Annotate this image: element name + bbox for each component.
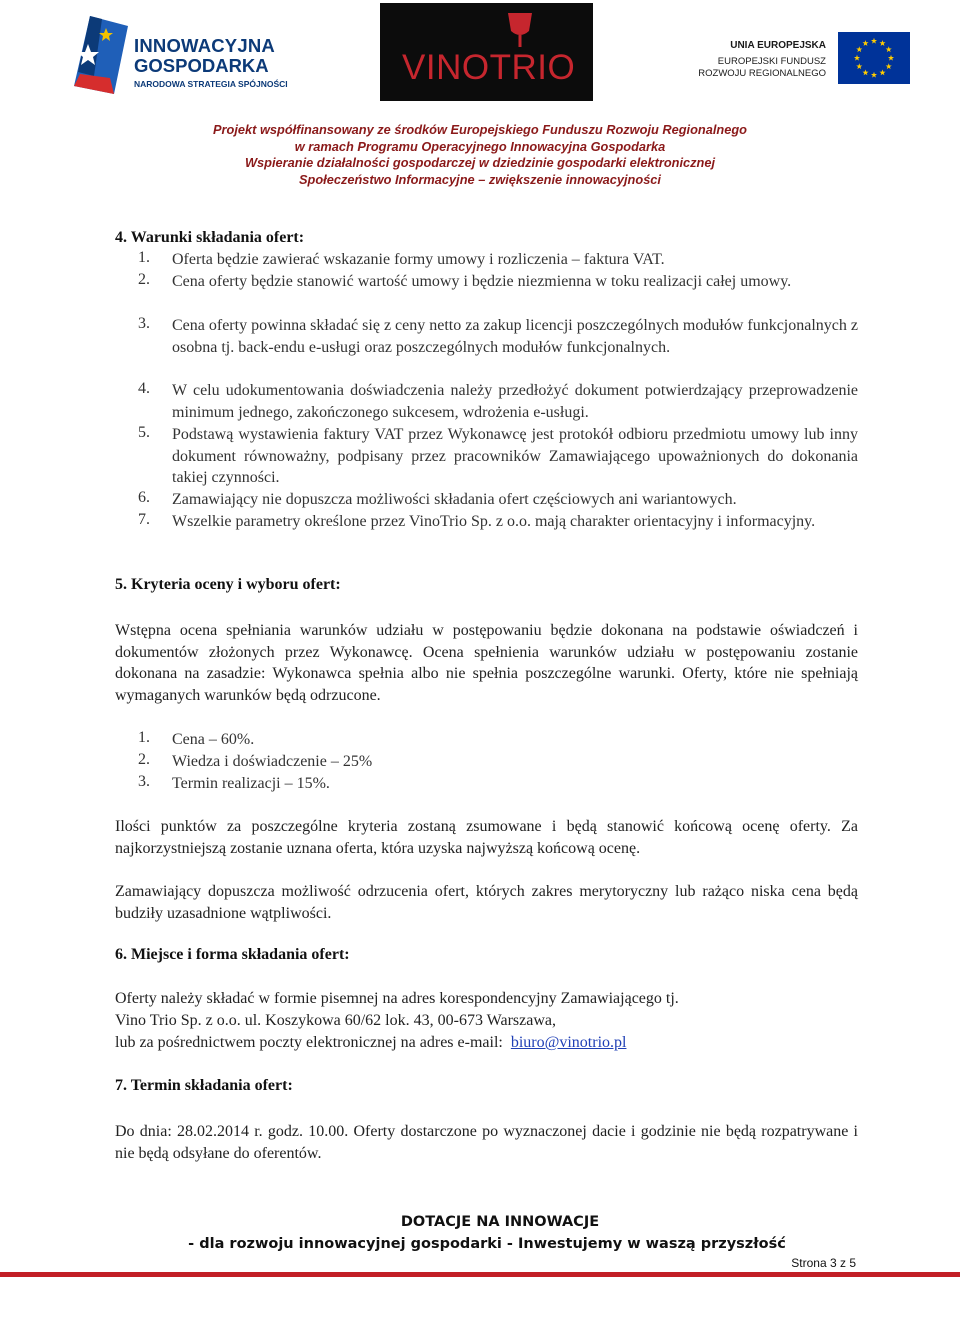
ig-logo-line3: NARODOWA STRATEGIA SPÓJNOŚCI bbox=[134, 79, 288, 89]
submission-email-line bbox=[115, 1034, 626, 1052]
caption-line-1: Projekt współfinansowany ze środków Europejskiego Funduszu Rozwoju Regionalnego bbox=[213, 122, 747, 137]
page-number: Strona 3 z 5 bbox=[791, 1256, 856, 1270]
section-4-heading: 4. Warunki składania ofert: bbox=[115, 229, 305, 246]
list-item: Podstawą wystawienia faktury VAT przez Wykonawcę jest protokół odbioru przedmiotu umowy lub inny dokument równoważny, podpisany przez pracowników Zamawiającego upoważnionych do dokonania takiej czynności. bbox=[172, 426, 858, 487]
innowacyjna-gospodarka-logo bbox=[68, 14, 308, 96]
list-item: W celu udokumentowania doświadczenia należy przedłożyć dokument potwierdzający przeprowadzenie minimum jednego, zakończonego sukcesem, wdrożenia e-usługi. bbox=[172, 382, 858, 421]
submission-address-line2: Vino Trio Sp. z o.o. ul. Koszykowa 60/62 lok. 43, 00-673 Warszawa, bbox=[115, 1012, 556, 1029]
rejection-paragraph: Zamawiający dopuszcza możliwość odrzucenia ofert, których zakres merytoryczny lub rażąco niska cena będą budziły uzasadnione wątpliwości. bbox=[115, 883, 858, 922]
vinotrio-wordmark: VINOTRIO bbox=[402, 48, 576, 87]
list-item-number: 2. bbox=[138, 271, 150, 288]
scoring-paragraph: Ilości punktów za poszczególne kryteria zostaną zsumowane i będą stanowić końcową ocenę oferty. Za najkorzystniejszą zostanie uznana oferta, która uzyska najwyższą końcową ocenę. bbox=[115, 818, 858, 857]
criterion-item: Wiedza i doświadczenie – 25% bbox=[172, 753, 373, 770]
email-link[interactable]: biuro@vinotrio.pl bbox=[510, 1034, 627, 1051]
evaluation-intro-paragraph: Wstępna ocena spełniania warunków udziału w postępowaniu będzie dokonana na podstawie oświadczeń i dokumentów złożonych przez Wykonawcę. Ocena spełnienia warunków udziału w postępowaniu zostanie dokonana na zasadzie: Wykonawca spełnia albo nie spełnia poszczególne warunki. Oferty, które nie spełniają wymaganych warunków będą odrzucone. bbox=[115, 622, 858, 705]
eu-logo-line2: EUROPEJSKI FUNDUSZ bbox=[717, 56, 826, 67]
list-item-number: 1. bbox=[138, 249, 150, 266]
criterion-number: 2. bbox=[138, 751, 150, 768]
email-prefix: lub za pośrednictwem poczty elektronicznej na adres e-mail: bbox=[115, 1034, 503, 1051]
list-item-number: 5. bbox=[138, 424, 150, 441]
caption-line-3: Wspieranie działalności gospodarczej w dziedzinie gospodarki elektronicznej bbox=[244, 155, 716, 170]
list-item: Cena oferty będzie stanowić wartość umowy i będzie niezmienna w toku realizacji całej umowy. bbox=[172, 273, 792, 290]
criterion-number: 1. bbox=[138, 729, 150, 746]
criterion-number: 3. bbox=[138, 773, 150, 790]
list-item: Cena oferty powinna składać się z ceny netto za zakup licencji poszczególnych modułów funkcjonalnych z osobna tj. back-endu e-usługi oraz poszczególnych modułów funkcjonalnych. bbox=[172, 317, 858, 356]
ig-logo-line2: GOSPODARKA bbox=[134, 55, 269, 76]
list-item-number: 3. bbox=[138, 315, 150, 332]
footer-title: DOTACJE NA INNOWACJE bbox=[400, 1214, 600, 1230]
eu-logo-line3: ROZWOJU REGIONALNEGO bbox=[698, 68, 826, 79]
section-5-heading: 5. Kryteria oceny i wyboru ofert: bbox=[115, 576, 341, 593]
eu-logo-line1: UNIA EUROPEJSKA bbox=[730, 40, 826, 51]
list-item: Wszelkie parametry określone przez VinoTrio Sp. z o.o. mają charakter orientacyjny i informacyjny. bbox=[172, 513, 816, 530]
footer-slogan: - dla rozwoju innowacyjnej gospodarki - Inwestujemy w waszą przyszłość bbox=[188, 1236, 786, 1252]
section-7-heading: 7. Termin składania ofert: bbox=[115, 1077, 293, 1094]
star-flag-icon bbox=[68, 14, 134, 96]
caption-line-2: w ramach Programu Operacyjnego Innowacyjna Gospodarka bbox=[294, 138, 666, 154]
section-6-heading: 6. Miejsce i forma składania ofert: bbox=[115, 946, 350, 963]
list-item-number: 6. bbox=[138, 489, 150, 506]
wine-glass-icon bbox=[500, 11, 540, 51]
project-caption bbox=[0, 122, 960, 188]
list-item-number: 7. bbox=[138, 511, 150, 528]
ig-logo-line1: INNOWACYJNA bbox=[134, 35, 275, 56]
list-item: Zamawiający nie dopuszcza możliwości składania ofert częściowych ani wariantowych. bbox=[172, 491, 737, 508]
eu-flag-icon bbox=[838, 32, 910, 84]
vinotrio-logo bbox=[380, 3, 593, 101]
submission-address-line1: Oferty należy składać w formie pisemnej na adres korespondencyjny Zamawiającego tj. bbox=[115, 990, 679, 1007]
criterion-item: Termin realizacji – 15%. bbox=[172, 775, 330, 792]
list-item-number: 4. bbox=[138, 380, 150, 397]
eu-fund-logo bbox=[700, 28, 910, 88]
footer-divider bbox=[0, 1272, 960, 1277]
caption-line-4: Społeczeństwo Informacyjne – zwiększenie innowacyjności bbox=[299, 171, 661, 187]
list-item: Oferta będzie zawierać wskazanie formy umowy i rozliczenia – faktura VAT. bbox=[172, 251, 665, 268]
deadline-paragraph: Do dnia: 28.02.2014 r. godz. 10.00. Oferty dostarczone po wyznaczonej dacie i godzinie nie będą rozpatrywane i nie będą odsyłane do oferentów. bbox=[115, 1123, 858, 1162]
criterion-item: Cena – 60%. bbox=[172, 731, 255, 748]
